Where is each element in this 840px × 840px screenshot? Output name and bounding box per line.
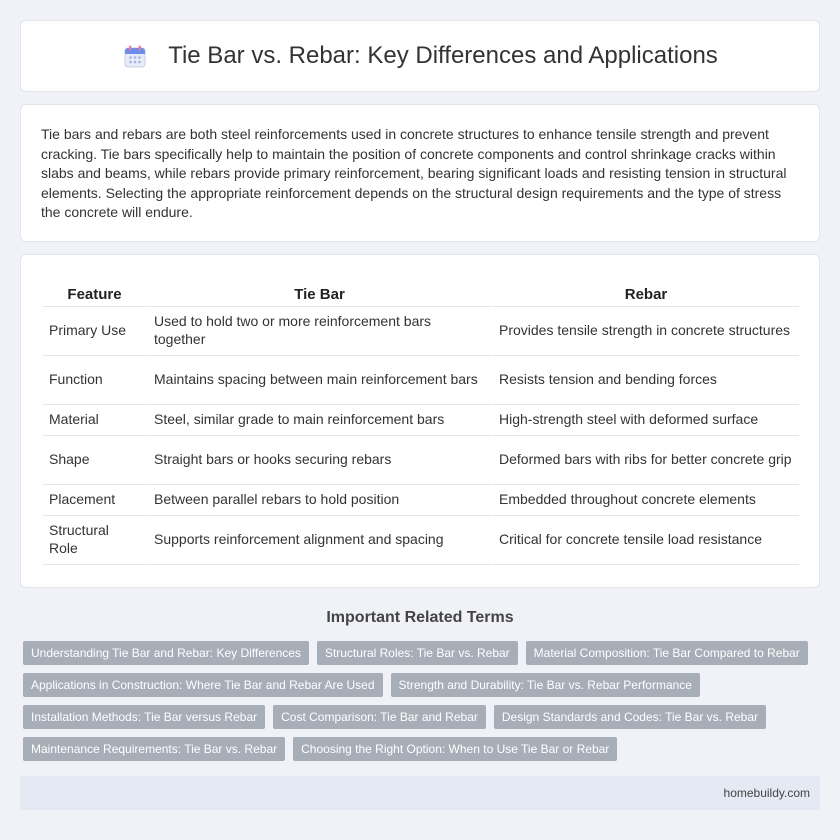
tie-bar-cell: Used to hold two or more reinforcement bars together	[148, 307, 493, 356]
feature-cell: Material	[43, 405, 148, 436]
table-row	[43, 485, 799, 516]
page-title: Tie Bar vs. Rebar: Key Differences and Applications	[168, 42, 718, 69]
calendar-icon	[122, 43, 148, 69]
related-term-tag[interactable]: Installation Methods: Tie Bar versus Rebar	[23, 705, 265, 729]
feature-cell: Primary Use	[43, 307, 148, 356]
related-term-tag[interactable]: Choosing the Right Option: When to Use Tie Bar or Rebar	[293, 737, 617, 761]
intro-paragraph: Tie bars and rebars are both steel reinforcements used in concrete structures to enhance tensile strength and prevent cracking. Tie bars specifically help to maintain the position of concrete components and control shrinkage cracks within slabs and beams, while rebars provide primary reinforcement, bearing significant loads and resisting tension in structural elements. Selecting the appropriate reinforcement depends on the structural design requirements and the type of stress the concrete will endure.	[41, 126, 787, 221]
related-term-tag[interactable]: Applications in Construction: Where Tie Bar and Rebar Are Used	[23, 673, 383, 697]
comparison-table-card	[20, 254, 820, 588]
table-row	[43, 436, 799, 485]
related-term-tag[interactable]: Strength and Durability: Tie Bar vs. Rebar Performance	[391, 673, 700, 697]
rebar-cell: Deformed bars with ribs for better concrete grip	[493, 436, 799, 485]
related-term-tag[interactable]: Cost Comparison: Tie Bar and Rebar	[273, 705, 486, 729]
tie-bar-cell: Maintains spacing between main reinforcement bars	[148, 356, 493, 405]
footer	[20, 776, 820, 810]
intro-card	[20, 104, 820, 242]
related-term-tag[interactable]: Material Composition: Tie Bar Compared to Rebar	[526, 641, 808, 665]
rebar-cell: Critical for concrete tensile load resistance	[493, 516, 799, 565]
table-row	[43, 516, 799, 565]
tie-bar-cell: Straight bars or hooks securing rebars	[148, 436, 493, 485]
column-header-rebar: Rebar	[493, 281, 799, 307]
related-term-tag[interactable]: Understanding Tie Bar and Rebar: Key Differences	[23, 641, 309, 665]
title-wrap	[122, 42, 718, 70]
feature-cell: Placement	[43, 485, 148, 516]
related-terms-list	[23, 641, 823, 761]
column-header-feature: Feature	[43, 281, 148, 307]
table-row	[43, 307, 799, 356]
rebar-cell: High-strength steel with deformed surface	[493, 405, 799, 436]
tie-bar-cell: Steel, similar grade to main reinforcement bars	[148, 405, 493, 436]
related-terms-title: Important Related Terms	[326, 609, 514, 626]
column-header-tie-bar: Tie Bar	[148, 281, 493, 307]
rebar-cell: Embedded throughout concrete elements	[493, 485, 799, 516]
tie-bar-cell: Supports reinforcement alignment and spacing	[148, 516, 493, 565]
related-term-tag[interactable]: Structural Roles: Tie Bar vs. Rebar	[317, 641, 518, 665]
comparison-table	[43, 281, 799, 565]
rebar-cell: Provides tensile strength in concrete structures	[493, 307, 799, 356]
feature-cell: Function	[43, 356, 148, 405]
table-header-row	[43, 281, 799, 307]
rebar-cell: Resists tension and bending forces	[493, 356, 799, 405]
table-row	[43, 356, 799, 405]
table-row	[43, 405, 799, 436]
related-term-tag[interactable]: Maintenance Requirements: Tie Bar vs. Rebar	[23, 737, 285, 761]
header-card	[20, 20, 820, 92]
feature-cell: Shape	[43, 436, 148, 485]
related-term-tag[interactable]: Design Standards and Codes: Tie Bar vs. Rebar	[494, 705, 766, 729]
feature-cell: Structural Role	[43, 516, 148, 565]
tie-bar-cell: Between parallel rebars to hold position	[148, 485, 493, 516]
footer-site-name[interactable]: homebuildy.com	[723, 786, 810, 800]
